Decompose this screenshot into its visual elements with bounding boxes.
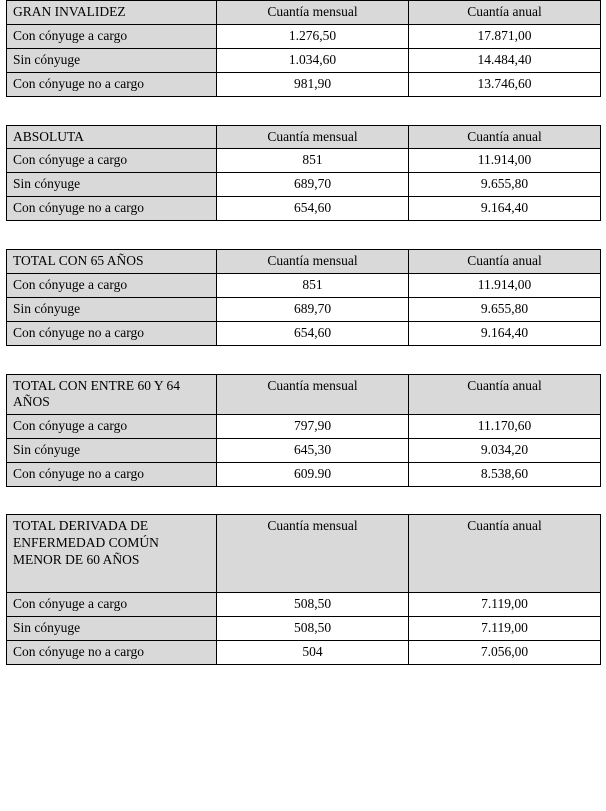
cell-annual: 9.034,20 bbox=[409, 439, 601, 463]
cell-annual: 11.170,60 bbox=[409, 415, 601, 439]
column-header-annual: Cuantía anual bbox=[409, 250, 601, 274]
category-title: TOTAL CON ENTRE 60 Y 64 AÑOS bbox=[7, 374, 217, 415]
table-row bbox=[7, 321, 601, 345]
cell-annual: 9.655,80 bbox=[409, 173, 601, 197]
table-row bbox=[7, 616, 601, 640]
category-title: ABSOLUTA bbox=[7, 125, 217, 149]
table-row bbox=[7, 24, 601, 48]
cell-monthly: 654,60 bbox=[217, 321, 409, 345]
table-row bbox=[7, 415, 601, 439]
column-header-annual: Cuantía anual bbox=[409, 1, 601, 25]
pension-table-total-60-64 bbox=[6, 374, 601, 487]
row-label: Con cónyuge a cargo bbox=[7, 592, 217, 616]
cell-annual: 9.655,80 bbox=[409, 297, 601, 321]
cell-annual: 7.056,00 bbox=[409, 640, 601, 664]
cell-monthly: 689,70 bbox=[217, 297, 409, 321]
cell-annual: 13.746,60 bbox=[409, 72, 601, 96]
category-title: TOTAL DERIVADA DE ENFERMEDAD COMÚN MENOR DE 60 AÑOS bbox=[7, 514, 217, 592]
cell-monthly: 654,60 bbox=[217, 197, 409, 221]
cell-monthly: 609.90 bbox=[217, 463, 409, 487]
cell-annual: 9.164,40 bbox=[409, 197, 601, 221]
table-row bbox=[7, 197, 601, 221]
pension-table-enfermedad-comun-menor-60 bbox=[6, 514, 601, 665]
cell-annual: 7.119,00 bbox=[409, 592, 601, 616]
cell-monthly: 797,90 bbox=[217, 415, 409, 439]
row-label: Con cónyuge no a cargo bbox=[7, 197, 217, 221]
column-header-monthly: Cuantía mensual bbox=[217, 514, 409, 592]
cell-annual: 14.484,40 bbox=[409, 48, 601, 72]
column-header-annual: Cuantía anual bbox=[409, 374, 601, 415]
table-header-row bbox=[7, 125, 601, 149]
category-title: GRAN INVALIDEZ bbox=[7, 1, 217, 25]
table-header-row bbox=[7, 1, 601, 25]
pension-table-gran-invalidez bbox=[6, 0, 601, 97]
table-gap bbox=[6, 346, 600, 374]
cell-monthly: 851 bbox=[217, 273, 409, 297]
table-row bbox=[7, 463, 601, 487]
row-label: Con cónyuge no a cargo bbox=[7, 463, 217, 487]
table-gap bbox=[6, 97, 600, 125]
column-header-monthly: Cuantía mensual bbox=[217, 374, 409, 415]
column-header-annual: Cuantía anual bbox=[409, 125, 601, 149]
row-label: Sin cónyuge bbox=[7, 439, 217, 463]
column-header-annual: Cuantía anual bbox=[409, 514, 601, 592]
row-label: Con cónyuge no a cargo bbox=[7, 640, 217, 664]
table-row bbox=[7, 273, 601, 297]
row-label: Con cónyuge a cargo bbox=[7, 415, 217, 439]
cell-monthly: 504 bbox=[217, 640, 409, 664]
cell-monthly: 1.276,50 bbox=[217, 24, 409, 48]
cell-annual: 8.538,60 bbox=[409, 463, 601, 487]
row-label: Sin cónyuge bbox=[7, 48, 217, 72]
cell-monthly: 851 bbox=[217, 149, 409, 173]
row-label: Con cónyuge no a cargo bbox=[7, 321, 217, 345]
table-header-row bbox=[7, 250, 601, 274]
cell-annual: 9.164,40 bbox=[409, 321, 601, 345]
column-header-monthly: Cuantía mensual bbox=[217, 1, 409, 25]
cell-annual: 11.914,00 bbox=[409, 273, 601, 297]
cell-annual: 17.871,00 bbox=[409, 24, 601, 48]
cell-monthly: 508,50 bbox=[217, 592, 409, 616]
row-label: Sin cónyuge bbox=[7, 297, 217, 321]
cell-monthly: 508,50 bbox=[217, 616, 409, 640]
cell-annual: 11.914,00 bbox=[409, 149, 601, 173]
pension-table-total-65 bbox=[6, 249, 601, 346]
table-row bbox=[7, 149, 601, 173]
table-header-row bbox=[7, 374, 601, 415]
table-row bbox=[7, 297, 601, 321]
row-label: Sin cónyuge bbox=[7, 616, 217, 640]
table-header-row bbox=[7, 514, 601, 592]
column-header-monthly: Cuantía mensual bbox=[217, 250, 409, 274]
table-gap bbox=[6, 487, 600, 514]
cell-monthly: 689,70 bbox=[217, 173, 409, 197]
table-row bbox=[7, 48, 601, 72]
row-label: Con cónyuge a cargo bbox=[7, 149, 217, 173]
cell-monthly: 645,30 bbox=[217, 439, 409, 463]
pension-table-absoluta bbox=[6, 125, 601, 222]
column-header-monthly: Cuantía mensual bbox=[217, 125, 409, 149]
table-row bbox=[7, 592, 601, 616]
cell-annual: 7.119,00 bbox=[409, 616, 601, 640]
table-row bbox=[7, 72, 601, 96]
row-label: Con cónyuge a cargo bbox=[7, 24, 217, 48]
category-title: TOTAL CON 65 AÑOS bbox=[7, 250, 217, 274]
table-row bbox=[7, 640, 601, 664]
row-label: Con cónyuge a cargo bbox=[7, 273, 217, 297]
row-label: Sin cónyuge bbox=[7, 173, 217, 197]
row-label: Con cónyuge no a cargo bbox=[7, 72, 217, 96]
cell-monthly: 1.034,60 bbox=[217, 48, 409, 72]
cell-monthly: 981,90 bbox=[217, 72, 409, 96]
table-gap bbox=[6, 221, 600, 249]
table-row bbox=[7, 173, 601, 197]
table-row bbox=[7, 439, 601, 463]
